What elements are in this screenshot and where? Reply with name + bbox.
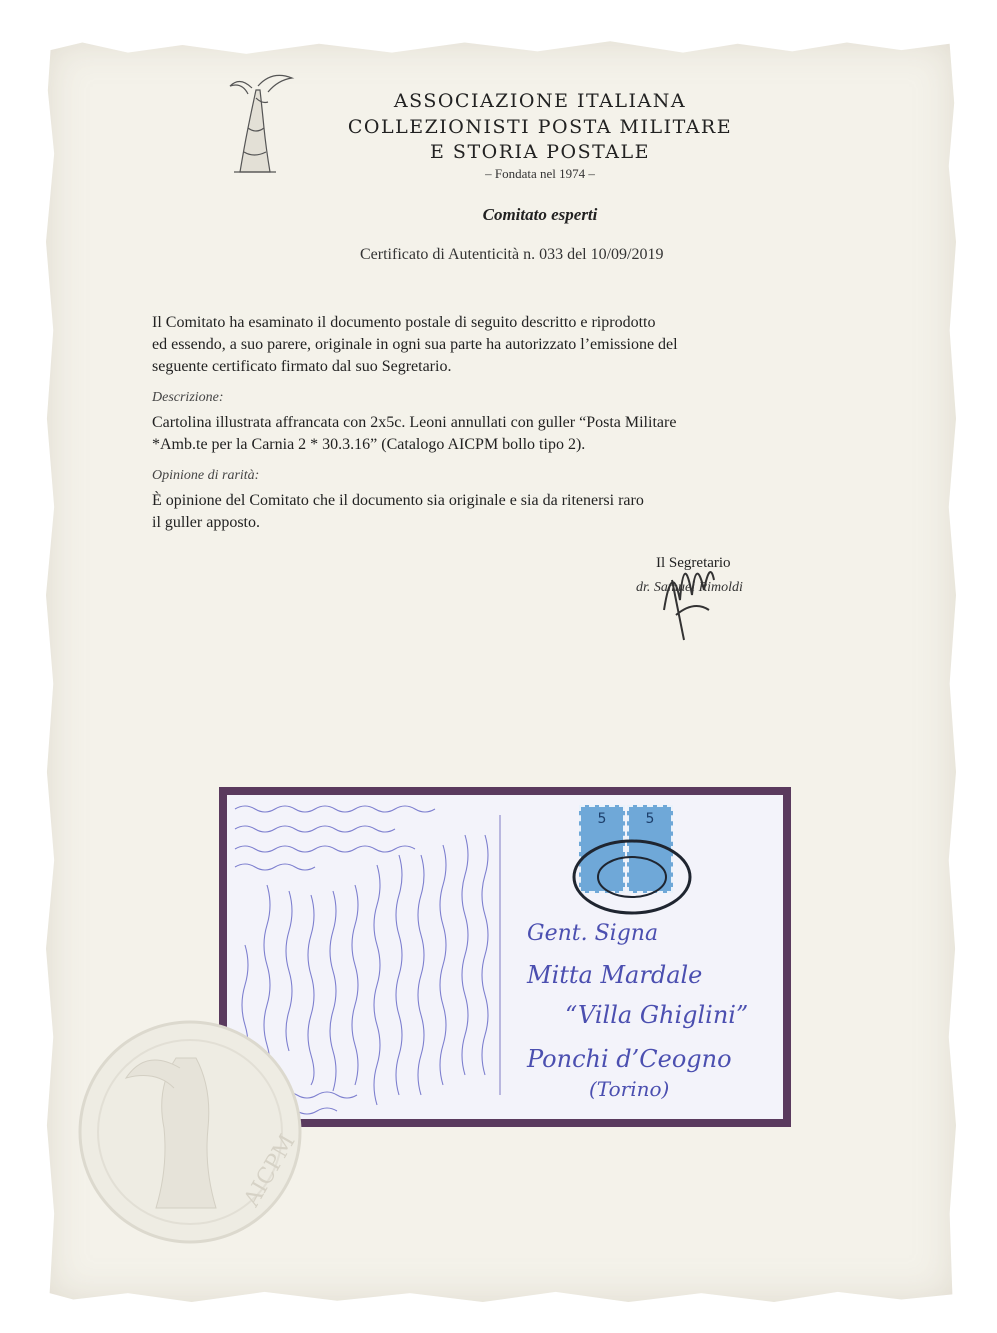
committee-title: Comitato esperti: [482, 205, 598, 224]
stamp-right: 5: [627, 805, 673, 893]
founded-line: – Fondata nel 1974 –: [485, 166, 595, 181]
description-label: Descrizione:: [152, 390, 224, 405]
rarity-label: Opinione di rarità:: [152, 468, 260, 483]
address-line-5: (Torino): [589, 1077, 670, 1101]
association-name-line-1: ASSOCIAZIONE ITALIANA: [393, 90, 687, 112]
handwritten-signature: [654, 540, 724, 650]
address-line-3: “Villa Ghiglini”: [565, 1001, 749, 1029]
certificate-number: Certificato di Autenticità n. 033 del 10/09/2019: [360, 246, 664, 263]
guller-postmark: [567, 833, 697, 923]
description-line-1: Cartolina illustrata affrancata con 2x5c. Leoni annullati con guller “Posta Militare: [152, 414, 677, 431]
description-line-2: *Amb.te per la Carnia 2 * 30.3.16” (Catalogo AICPM bollo tipo 2).: [152, 436, 586, 453]
intro-line-3: seguente certificato firmato dal suo Segretario.: [152, 358, 452, 375]
stamp-left: 5: [579, 805, 625, 893]
address-line-1: Gent. Signa: [527, 921, 659, 946]
address-line-4: Ponchi d’Ceogno: [527, 1045, 732, 1073]
intro-line-1: Il Comitato ha esaminato il documento postale di seguito descritto e riprodotto: [152, 314, 656, 331]
rarity-line-1: È opinione del Comitato che il documento sia originale e sia da ritenersi raro: [152, 492, 644, 509]
postcard-image: [227, 795, 783, 1119]
postcard-frame: [219, 787, 791, 1127]
association-name-line-2: COLLEZIONISTI POSTA MILITARE: [347, 116, 733, 138]
intro-line-2: ed essendo, a suo parere, originale in ogni sua parte ha autorizzato l’emissione del: [152, 336, 678, 353]
rarity-line-2: il guller apposto.: [152, 514, 260, 531]
postcard-divider: [499, 815, 501, 1095]
secretary-name: dr. Samuel Rimoldi: [636, 580, 743, 595]
secretary-role: Il Segretario: [656, 555, 731, 571]
association-name-line-3: E STORIA POSTALE: [430, 141, 650, 163]
seal-text: AICPM: [239, 1130, 301, 1211]
address-line-2: Mitta Mardale: [527, 961, 703, 989]
embossed-seal: [76, 1018, 304, 1246]
